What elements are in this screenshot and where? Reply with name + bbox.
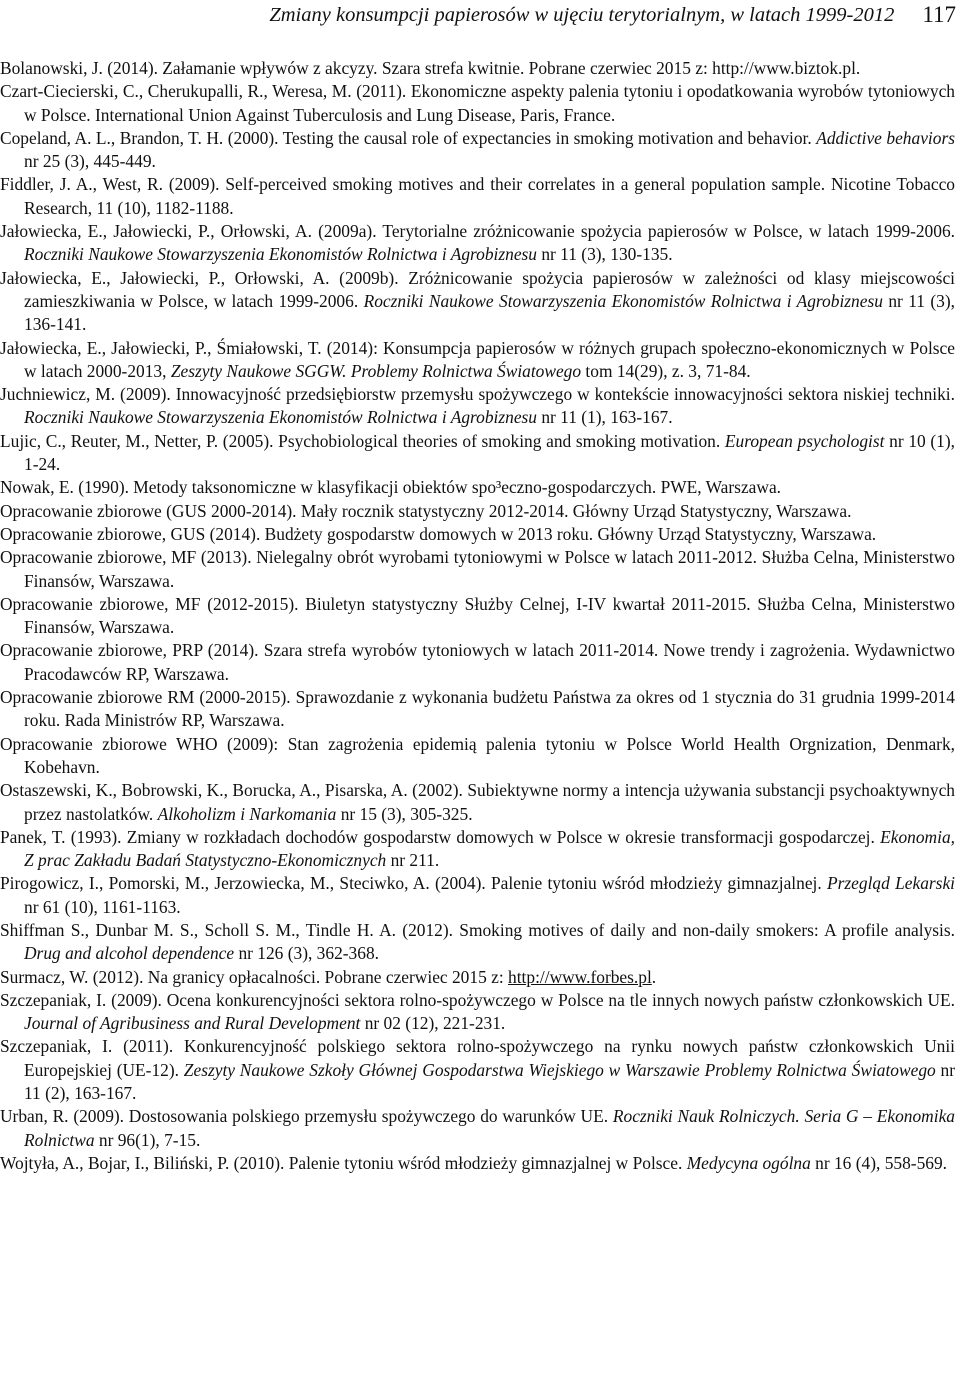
reference-source-title: Addictive behaviors <box>816 127 955 148</box>
reference-source-title: Roczniki Naukowe Stowarzyszenia Ekonomistów Rolnictwa i Agrobiznesu <box>363 290 883 311</box>
reference-text: Copeland, A. L., Brandon, T. H. (2000). Testing the causal role of expectancies in smoking motivation and behavior. <box>0 127 817 148</box>
reference-entry <box>0 523 955 546</box>
reference-list <box>0 57 955 1175</box>
reference-text: nr 15 (3), 305-325. <box>336 803 473 824</box>
reference-text: nr 02 (12), 221-231. <box>360 1013 506 1034</box>
reference-entry <box>0 639 955 686</box>
reference-text: Fiddler, J. A., West, R. (2009). Self-perceived smoking motives and their correlates in a general population sample. Nicotine Tobacco Research, 11 (10), 1182-1188. <box>0 174 955 218</box>
reference-entry <box>0 430 955 477</box>
reference-source-title: Roczniki Naukowe Stowarzyszenia Ekonomistów Rolnictwa i Agrobiznesu <box>24 407 537 428</box>
reference-text: nr 126 (3), 362-368. <box>234 943 379 964</box>
reference-text: Nowak, E. (1990). Metody taksonomiczne w klasyfikacji obiektów spo³eczno-gospodarczych. PWE, Warszawa. <box>0 477 782 498</box>
reference-source-title: Ekonomia, Z prac Zakładu Badań Statystyczno-Ekonomicznych <box>24 826 955 871</box>
reference-entry <box>0 173 955 220</box>
reference-text: Shiffman S., Dunbar M. S., Scholl S. M., Tindle H. A. (2012). Smoking motives of daily and non-daily smokers: A profile analysis. <box>0 919 955 940</box>
reference-text: nr 96(1), 7-15. <box>94 1129 201 1150</box>
reference-entry <box>0 1035 955 1105</box>
reference-entry <box>0 80 955 127</box>
reference-text: Opracowanie zbiorowe, PRP (2014). Szara strefa wyrobów tytoniowych w latach 2011-2014. Nowe trendy i zagrożenia. Wydawnictwo Pracodawców RP, Warszawa. <box>0 640 955 684</box>
reference-text: nr 25 (3), 445-449. <box>24 151 156 172</box>
reference-text: Jałowiecka, E., Jałowiecki, P., Śmiałowski, T. (2014): Konsumpcja papierosów w różnych grupach społeczno-ekonomicznych w Polsce w latach 2000-2013, <box>0 337 955 381</box>
reference-entry <box>0 733 955 780</box>
reference-entry <box>0 966 955 989</box>
running-title: Zmiany konsumpcji papierosów w ujęciu terytorialnym, w latach 1999-2012 <box>269 4 895 26</box>
reference-entry <box>0 500 955 523</box>
reference-entry <box>0 127 955 174</box>
reference-source-title: Journal of Agribusiness and Rural Development <box>24 1013 361 1034</box>
reference-text: nr 211. <box>386 850 440 871</box>
reference-entry <box>0 546 955 593</box>
reference-text: Opracowanie zbiorowe, MF (2012-2015). Biuletyn statystyczny Służby Celnej, I-IV kwartał 2011-2015. Służba Celna, Ministerstwo Finansów, Warszawa. <box>0 593 955 638</box>
reference-source-title: European psychologist <box>724 430 885 451</box>
reference-source-title: Zeszyty Naukowe Szkoły Głównej Gospodarstwa Wiejskiego w Warszawie Problemy Rolnictwa Światowego <box>183 1059 936 1080</box>
reference-text: Lujic, C., Reuter, M., Netter, P. (2005). Psychobiological theories of smoking and smoking motivation. <box>0 430 725 451</box>
page-number: 117 <box>922 2 956 27</box>
reference-text: Szczepaniak, I. (2011). Konkurencyjność polskiego sektora rolno-spożywczego na rynku nowych państw członkowskich Unii Europejskiej (UE-12). <box>0 1036 955 1080</box>
reference-text: Opracowanie zbiorowe, MF (2013). Nielegalny obrót wyrobami tytoniowymi w Polsce w latach 2011-2012. Służba Celna, Ministerstwo Finansów, Warszawa. <box>0 547 955 591</box>
reference-text: Ostaszewski, K., Bobrowski, K., Borucka, A., Pisarska, A. (2002). Subiektywne normy a intencja używania substancji psychoaktywnych przez nastolatków. <box>0 780 955 824</box>
reference-entry <box>0 1152 955 1175</box>
reference-text: Szczepaniak, I. (2009). Ocena konkurencyjności sektora rolno-spożywczego w Polsce na tle innych nowych państw członkowskich UE. <box>0 989 955 1010</box>
reference-text: . <box>651 966 657 987</box>
reference-text: Panek, T. (1993). Zmiany w rozkładach dochodów gospodarstw domowych w Polsce w okresie transformacji gospodarczej. <box>0 826 881 847</box>
reference-source-title: Roczniki Naukowe Stowarzyszenia Ekonomistów Rolnictwa i Agrobiznesu <box>24 244 537 265</box>
reference-text: Juchniewicz, M. (2009). Innowacyjność przedsiębiorstw przemysłu spożywczego w kontekście innowacyjności sektora niskiej techniki. <box>0 384 955 405</box>
reference-entry <box>0 57 955 80</box>
reference-source-title: Medycyna ogólna <box>686 1152 811 1173</box>
reference-entry <box>0 476 955 499</box>
reference-text: Bolanowski, J. (2014). Załamanie wpływów z akcyzy. Szara strefa kwitnie. Pobrane czerwiec 2015 z: http://www.biztok.pl. <box>0 58 861 78</box>
reference-text: nr 11 (2), 163-167. <box>24 1059 956 1104</box>
reference-entry <box>0 593 955 640</box>
reference-text: nr 61 (10), 1161-1163. <box>24 896 181 917</box>
reference-text: nr 11 (1), 163-167. <box>537 407 673 428</box>
reference-text: Wojtyła, A., Bojar, I., Biliński, P. (2010). Palenie tytoniu wśród młodzieży gimnazjalnej w Polsce. <box>0 1152 687 1173</box>
reference-entry <box>0 220 955 267</box>
reference-text: Pirogowicz, I., Pomorski, M., Jerzowiecka, M., Steciwko, A. (2004). Palenie tytoniu wśród młodzieży gimnazjalnej. <box>0 873 828 894</box>
reference-source-title: Zeszyty Naukowe SGGW. Problemy Rolnictwa Światowego <box>170 360 582 381</box>
reference-link[interactable]: http://www.forbes.pl <box>508 966 652 987</box>
reference-text: Urban, R. (2009). Dostosowania polskiego przemysłu spożywczego do warunków UE. <box>0 1106 613 1127</box>
reference-source-title: Alkoholizm i Narkomania <box>157 803 337 824</box>
reference-text: tom 14(29), z. 3, 71-84. <box>581 360 751 381</box>
reference-entry <box>0 872 955 919</box>
running-header <box>0 0 956 30</box>
reference-text: Surmacz, W. (2012). Na granicy opłacalności. Pobrane czerwiec 2015 z: <box>0 966 509 987</box>
reference-entry <box>0 989 955 1036</box>
reference-entry <box>0 337 955 384</box>
reference-text: Opracowanie zbiorowe, GUS (2014). Budżety gospodarstw domowych w 2013 roku. Główny Urząd Statystyczny, Warszawa. <box>0 523 877 544</box>
reference-source-title: Przegląd Lekarski <box>827 873 955 894</box>
reference-text: nr 10 (1), 1-24. <box>24 430 956 475</box>
reference-text: nr 11 (3), 136-141. <box>24 290 955 335</box>
reference-entry <box>0 1105 955 1152</box>
reference-source-title: Roczniki Nauk Rolniczych. Seria G – Ekonomika Rolnictwa <box>24 1106 955 1150</box>
reference-text: Opracowanie zbiorowe WHO (2009): Stan zagrożenia epidemią palenia tytoniu w Polsce World Health Orgnization, Denmark, Kobehavn. <box>0 733 955 777</box>
reference-entry <box>0 826 955 873</box>
reference-entry <box>0 779 955 826</box>
reference-entry <box>0 383 955 430</box>
reference-text: Opracowanie zbiorowe (GUS 2000-2014). Mały rocznik statystyczny 2012-2014. Główny Urząd Statystyczny, Warszawa. <box>0 500 852 521</box>
reference-text: Czart-Ciecierski, C., Cherukupalli, R., Weresa, M. (2011). Ekonomiczne aspekty palenia tytoniu i opodatkowania wyrobów tytoniowych w Polsce. International Union Against Tuberculosis and Lung Disease, Paris, France. <box>0 81 955 125</box>
reference-entry <box>0 686 955 733</box>
reference-text: Opracowanie zbiorowe RM (2000-2015). Sprawozdanie z wykonania budżetu Państwa za okres od 1 stycznia do 31 grudnia 1999-2014 roku. Rada Ministrów RP, Warszawa. <box>0 687 955 731</box>
reference-text: nr 16 (4), 558-569. <box>810 1152 948 1173</box>
reference-entry <box>0 919 955 966</box>
reference-text: nr 11 (3), 130-135. <box>537 244 673 265</box>
reference-source-title: Drug and alcohol dependence <box>24 943 235 964</box>
reference-entry <box>0 267 955 337</box>
reference-text: Jałowiecka, E., Jałowiecki, P., Orłowski, A. (2009b). Zróżnicowanie spożycia papierosów w zależności od klasy miejscowości zamieszkiwania w Polsce, w latach 1999-2006. <box>0 267 955 311</box>
reference-text: Jałowiecka, E., Jałowiecki, P., Orłowski, A. (2009a). Terytorialne zróżnicowanie spożycia papierosów w Polsce, w latach 1999-2006. <box>0 221 955 242</box>
